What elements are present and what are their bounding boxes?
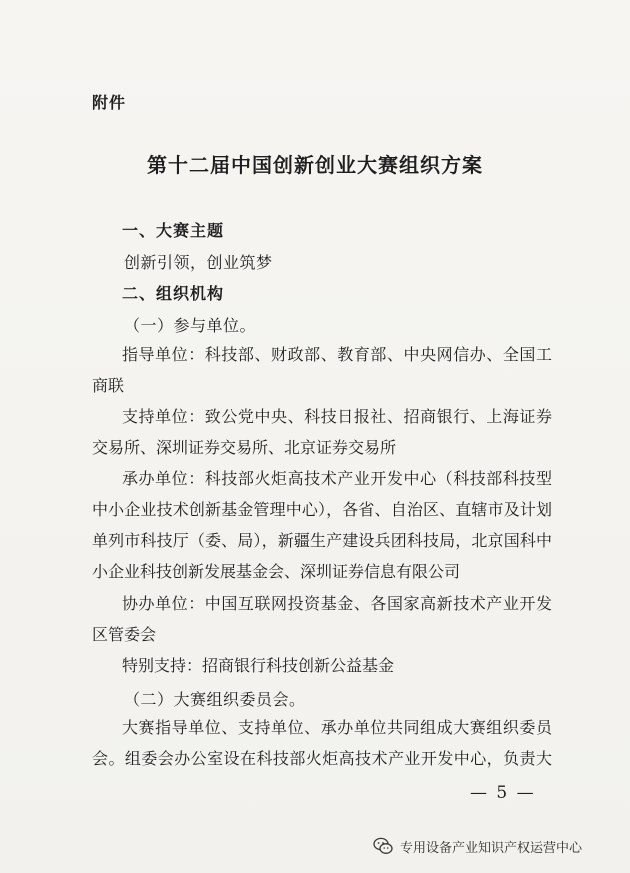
attachment-label: 附件	[92, 93, 127, 112]
paragraph-line: 区管委会	[92, 625, 157, 644]
theme-text: 创新引领，创业筑梦	[124, 253, 273, 272]
paragraph-committee	[92, 712, 552, 774]
section-heading-organization: 二、组织机构	[122, 284, 225, 303]
paragraph-co-organizer-units	[92, 588, 552, 650]
section-heading-theme: 一、大赛主题	[122, 221, 225, 240]
paragraph-line: 商联	[92, 376, 125, 395]
document-title: 第十二届中国创新创业大赛组织方案	[147, 153, 483, 177]
paragraph-line: 单列市科技厅（委、局），新疆生产建设兵团科技局，北京国科中	[92, 531, 552, 550]
paragraph-line: 小企业科技创新发展基金会、深圳证券信息有限公司	[92, 562, 461, 581]
wechat-icon	[372, 835, 394, 857]
subsection-committee: （二）大赛组织委员会。	[124, 690, 306, 709]
paragraph-line: 协办单位：中国互联网投资基金、各国家高新技术产业开发	[122, 594, 552, 613]
paragraph-line: 会。组委会办公室设在科技部火炬高技术产业开发中心，负责大	[92, 749, 552, 768]
paragraph-line: 支持单位：致公党中央、科技日报社、招商银行、上海证券	[122, 407, 552, 426]
paragraph-organizer-units	[92, 463, 552, 587]
paragraph-line: 承办单位：科技部火炬高技术产业开发中心（科技部科技型	[122, 469, 552, 488]
paragraph-line: 大赛指导单位、支持单位、承办单位共同组成大赛组织委员	[122, 718, 552, 737]
paragraph-line: 特别支持：招商银行科技创新公益基金	[122, 656, 395, 675]
paragraph-line: 中小企业技术创新基金管理中心），各省、自治区、直辖市及计划	[92, 500, 552, 519]
subsection-participants: （一）参与单位。	[124, 316, 257, 335]
paragraph-line: 指导单位：科技部、财政部、教育部、中央网信办、全国工	[122, 345, 552, 364]
paragraph-support-units	[92, 401, 552, 463]
watermark-source-text: 专用设备产业知识产权运营中心	[400, 841, 583, 856]
watermark-footer	[0, 818, 630, 873]
page-number: — 5 —	[470, 783, 536, 803]
paragraph-special-support	[92, 650, 552, 681]
paragraph-guide-units	[92, 339, 552, 401]
paragraph-line: 交易所、深圳证券交易所、北京证券交易所	[92, 438, 397, 457]
